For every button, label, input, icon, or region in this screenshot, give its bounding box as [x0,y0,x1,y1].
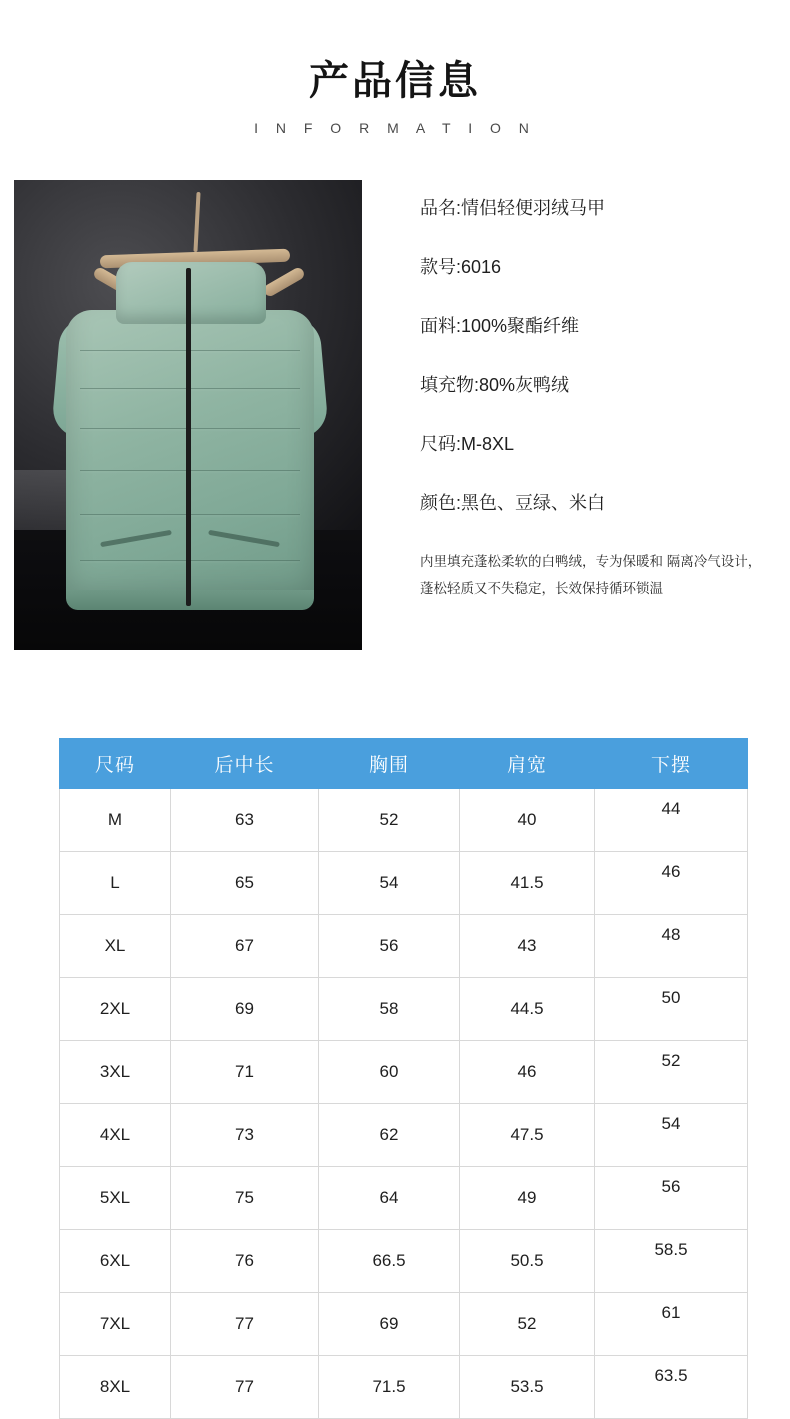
table-row [60,1104,748,1167]
cell-measure: 63 [171,789,319,852]
cell-measure: 65 [171,852,319,915]
cell-measure: 48 [595,915,748,978]
table-row [60,915,748,978]
cell-measure: 52 [319,789,460,852]
cell-size: XL [60,915,171,978]
cell-measure: 63.5 [595,1356,748,1419]
cell-measure: 47.5 [460,1104,595,1167]
product-spec-list [420,194,776,602]
cell-measure: 77 [171,1356,319,1419]
column-header-bust: 胸围 [319,739,460,789]
cell-measure: 69 [171,978,319,1041]
cell-measure: 53.5 [460,1356,595,1419]
size-table-head [60,739,748,789]
vest-garment [54,258,326,616]
cell-measure: 62 [319,1104,460,1167]
table-row [60,1230,748,1293]
spec-product-name: 品名:情侣轻便羽绒马甲 [420,198,605,218]
cell-measure: 66.5 [319,1230,460,1293]
table-row [60,852,748,915]
cell-measure: 50.5 [460,1230,595,1293]
cell-measure: 41.5 [460,852,595,915]
cell-measure: 61 [595,1293,748,1356]
table-row [60,1293,748,1356]
description-line-1: 内里填充蓬松柔软的白鸭绒，专为保暖和 隔离冷气设计， [420,554,762,569]
cell-measure: 69 [319,1293,460,1356]
table-header-row [60,739,748,789]
column-header-back-length: 后中长 [171,739,319,789]
table-row [60,1167,748,1230]
cell-size: 3XL [60,1041,171,1104]
cell-measure: 71.5 [319,1356,460,1419]
spec-style-number: 款号:6016 [420,257,502,277]
page-header [0,0,790,136]
cell-size: 2XL [60,978,171,1041]
cell-measure: 44 [595,789,748,852]
product-description [420,548,776,602]
cell-measure: 46 [460,1041,595,1104]
cell-measure: 52 [460,1293,595,1356]
cell-measure: 40 [460,789,595,852]
cell-size: 4XL [60,1104,171,1167]
cell-measure: 46 [595,852,748,915]
vest-left-pocket [100,530,172,547]
cell-measure: 56 [595,1167,748,1230]
cell-measure: 50 [595,978,748,1041]
column-header-size: 尺码 [60,739,171,789]
cell-measure: 71 [171,1041,319,1104]
cell-measure: 73 [171,1104,319,1167]
column-header-hem: 下摆 [595,739,748,789]
cell-size: 8XL [60,1356,171,1419]
hanger-hook-icon [193,192,200,252]
cell-measure: 49 [460,1167,595,1230]
spec-filling: 填充物:80%灰鸭绒 [420,375,570,395]
product-block [0,180,790,650]
cell-size: M [60,789,171,852]
cell-measure: 54 [595,1104,748,1167]
size-table-body [60,789,748,1419]
description-line-2: 蓬松轻质又不失稳定，长效保持循环锁温 [420,581,663,596]
page-title: 产品信息 [309,59,481,103]
cell-measure: 52 [595,1041,748,1104]
table-row [60,1356,748,1419]
size-table [59,738,748,1419]
table-row [60,1041,748,1104]
cell-size: L [60,852,171,915]
cell-measure: 43 [460,915,595,978]
cell-size: 5XL [60,1167,171,1230]
size-chart [59,738,732,1419]
spec-size-range: 尺码:M-8XL [420,434,515,454]
column-header-shoulder: 肩宽 [460,739,595,789]
cell-measure: 76 [171,1230,319,1293]
cell-measure: 60 [319,1041,460,1104]
cell-measure: 56 [319,915,460,978]
vest-collar [116,262,266,324]
page-subtitle: I N F O R M A T I O N [254,120,536,136]
cell-measure: 58.5 [595,1230,748,1293]
cell-size: 6XL [60,1230,171,1293]
vest-right-pocket [208,530,280,547]
cell-size: 7XL [60,1293,171,1356]
spec-fabric: 面料:100%聚酯纤维 [420,316,580,336]
product-photo [14,180,362,650]
vest-zipper [186,268,191,606]
cell-measure: 67 [171,915,319,978]
cell-measure: 77 [171,1293,319,1356]
cell-measure: 54 [319,852,460,915]
table-row [60,978,748,1041]
cell-measure: 44.5 [460,978,595,1041]
cell-measure: 75 [171,1167,319,1230]
cell-measure: 64 [319,1167,460,1230]
spec-colors: 颜色:黑色、豆绿、米白 [420,493,605,513]
table-row [60,789,748,852]
cell-measure: 58 [319,978,460,1041]
